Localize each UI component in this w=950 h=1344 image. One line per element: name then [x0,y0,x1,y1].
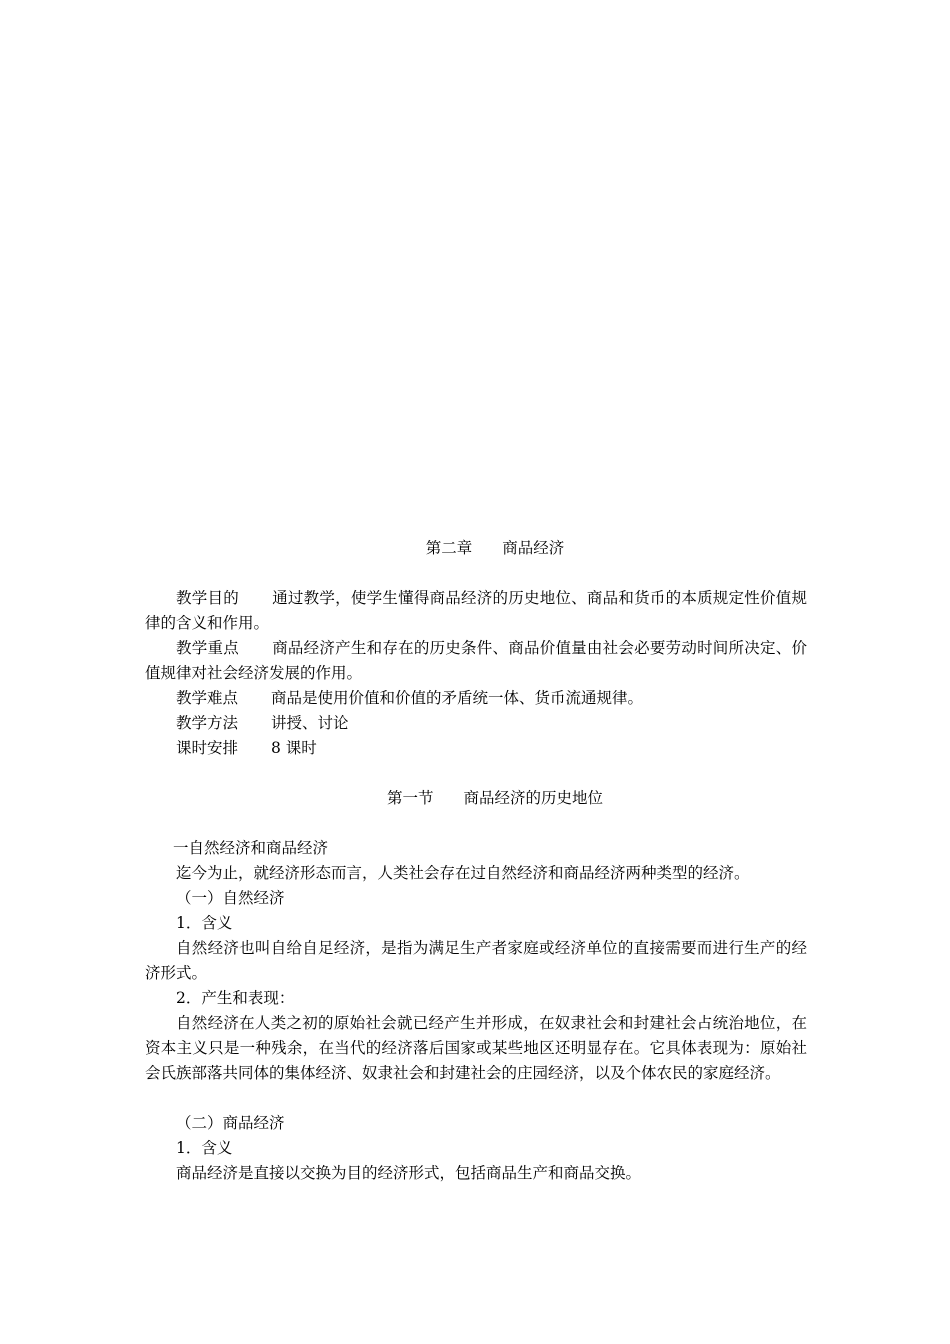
teaching-difficulty [145,686,807,711]
part1-item1: 1．含义 [176,914,233,932]
subheading-1: 一自然经济和商品经济 [173,839,329,857]
teaching-schedule [145,736,807,761]
teaching-objective-text: 通过教学，使学生懂得商品经济的历史地位、商品和货币的本质规定性价值规律的含义和作用。 [145,589,807,632]
section-number: 第一节 [386,789,434,807]
document-content [145,536,807,1186]
part2-item1-text: 商品经济是直接以交换为目的经济形式，包括商品生产和商品交换。 [176,1164,642,1182]
teaching-method-label: 教学方法 [176,714,239,732]
teaching-focus-text: 商品经济产生和存在的历史条件、商品价值量由社会必要劳动时间所决定、价值规律对社会经济发展的作用。 [145,639,807,682]
teaching-focus [145,636,807,686]
part2-title: （二）商品经济 [176,1114,285,1132]
part1-item1-text: 自然经济也叫自给自足经济，是指为满足生产者家庭或经济单位的直接需要而进行生产的经济形式。 [145,939,807,982]
teaching-difficulty-label: 教学难点 [176,689,239,707]
teaching-schedule-label: 课时安排 [176,739,239,757]
part1-item2-text: 自然经济在人类之初的原始社会就已经产生并形成，在奴隶社会和封建社会占统治地位，在资本主义只是一种残余，在当代的经济落后国家或某些地区还明显存在。它具体表现为：原始社会氏族部落共同体的集体经济、奴隶社会和封建社会的庄园经济，以及个体农民的家庭经济。 [145,1014,807,1082]
section-title: 商品经济的历史地位 [463,789,604,807]
teaching-difficulty-text: 商品是使用价值和价值的矛盾统一体、货币流通规律。 [271,689,644,707]
teaching-objective [145,586,807,636]
chapter-heading [145,536,807,561]
part1-item2: 2．产生和表现： [176,989,295,1007]
teaching-method [145,711,807,736]
part1-title: （一）自然经济 [176,889,285,907]
teaching-focus-label: 教学重点 [176,639,239,657]
part2-item1: 1．含义 [176,1139,233,1157]
teaching-method-text: 讲授、讨论 [271,714,349,732]
chapter-number: 第二章 [425,539,473,557]
intro-paragraph: 迄今为止，就经济形态而言，人类社会存在过自然经济和商品经济两种类型的经济。 [176,864,750,882]
chapter-title: 商品经济 [502,539,565,557]
section-heading [145,786,807,811]
teaching-objective-label: 教学目的 [176,589,239,607]
teaching-schedule-text: 8 课时 [271,739,317,757]
